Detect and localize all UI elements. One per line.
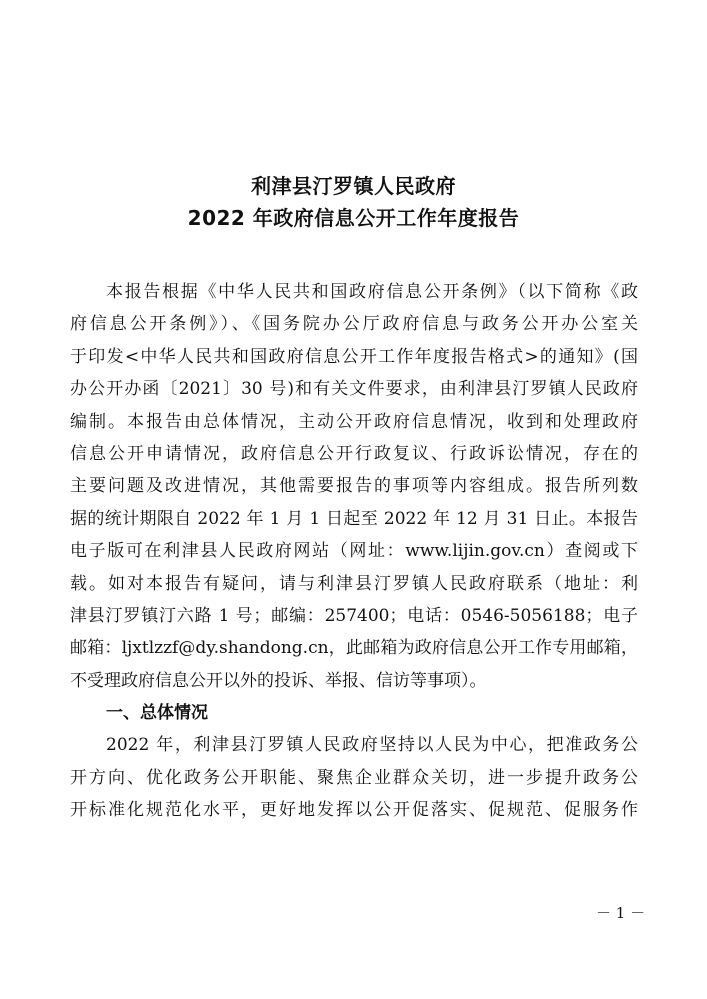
text-line: 不受理政府信息公开以外的投诉、举报、信访等事项）。 bbox=[70, 670, 487, 691]
text-line: 开方向、优化政务公开职能、聚焦企业群众关切，进一步提升政务公 bbox=[70, 767, 638, 788]
text-line: 府信息公开条例》）、《国务院办公厅政府信息与政务公开办公室关 bbox=[70, 314, 638, 335]
text-line: 2022 年，利津县汀罗镇人民政府坚持以人民为中心，把准政务公 bbox=[106, 735, 638, 756]
text-line: 开标准化规范化水平，更好地发挥以公开促落实、促规范、促服务作 bbox=[70, 800, 638, 821]
text-line: 据的统计期限自 2022 年 1 月 1 日起至 2022 年 12 月 31 日止。本报告 bbox=[70, 508, 638, 529]
text-line: 本报告根据《中华人民共和国政府信息公开条例》（以下简称《政 bbox=[106, 282, 638, 302]
section-heading: 一、总体情况 bbox=[106, 703, 208, 724]
text-line: 电子版可在利津县人民政府网站（网址：www.lijin.gov.cn）查阅或下 bbox=[70, 541, 638, 562]
document-title-line1: 利津县汀罗镇人民政府 bbox=[251, 174, 456, 198]
intro-paragraph bbox=[70, 276, 638, 697]
text-line: 主要问题及改进情况，其他需要报告的事项等内容组成。报告所列数 bbox=[70, 476, 638, 497]
page-number: － 1 － bbox=[596, 904, 646, 922]
text-line: 邮箱：ljxtlzzf@dy.shandong.cn，此邮箱为政府信息公开工作专用邮箱， bbox=[70, 638, 638, 659]
text-line: 编制。本报告由总体情况，主动公开政府信息情况，收到和处理政府 bbox=[70, 411, 638, 432]
text-line: 载。如对本报告有疑问，请与利津县汀罗镇人民政府联系（地址：利 bbox=[70, 573, 638, 594]
document-title-line2: 2022 年政府信息公开工作年度报告 bbox=[187, 206, 520, 230]
text-line: 办公开办函〔2021〕30 号)和有关文件要求，由利津县汀罗镇人民政府 bbox=[70, 379, 638, 400]
text-line: 津县汀罗镇汀六路 1 号；邮编：257400；电话：0546-5056188；电子 bbox=[70, 605, 638, 626]
overview-paragraph bbox=[70, 729, 638, 826]
text-line: 信息公开申请情况，政府信息公开行政复议、行政诉讼情况，存在的 bbox=[70, 443, 638, 464]
text-line: 于印发<中华人民共和国政府信息公开工作年度报告格式>的通知》(国 bbox=[70, 346, 638, 367]
document-body bbox=[70, 276, 638, 827]
